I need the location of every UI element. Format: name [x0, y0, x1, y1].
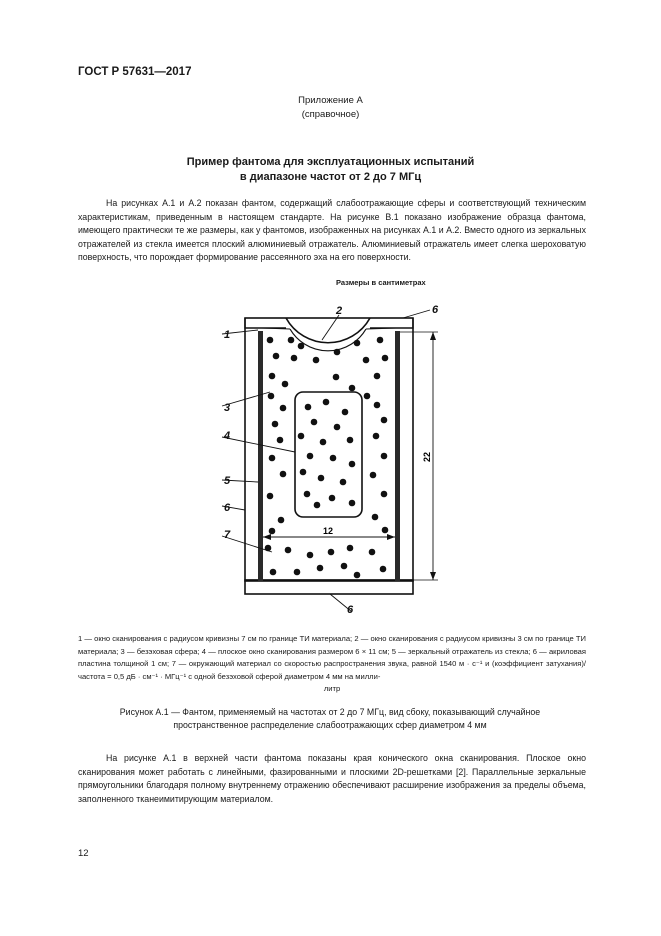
sphere — [272, 421, 279, 428]
sphere — [382, 527, 389, 534]
glass-reflector-right — [395, 331, 400, 581]
sphere — [317, 565, 324, 572]
sphere — [291, 355, 298, 362]
sphere — [277, 437, 284, 444]
legend-tail: литр — [323, 684, 341, 693]
caption-line1: Рисунок А.1 — Фантом, применяемый на частотах от 2 до 7 МГц, вид сбоку, показывающий случайное — [119, 707, 541, 717]
callout-6-side: 6 — [224, 502, 231, 514]
closing-paragraph — [78, 752, 586, 806]
callout-5: 5 — [224, 475, 231, 487]
sphere — [374, 373, 381, 380]
sphere — [298, 343, 305, 350]
callout-4: 4 — [224, 430, 231, 442]
sphere — [373, 433, 380, 440]
sphere — [340, 479, 347, 486]
sphere — [363, 357, 370, 364]
callout-6-bottom: 6 — [347, 604, 354, 616]
appendix-label: Приложение А — [298, 95, 363, 106]
legend-body: 1 — окно сканирования с радиусом кривизны 7 см по границе ТИ материала; 2 — окно сканирования с радиусом кривизны 3 см по границе ТИ материала; 3 — безэховая сфера; 4 — плоское окно сканирования размером 6 × 11 см; 5 — зеркальный отражатель из стекла; 6 — акриловая пластина толщиной 1 см; 7 — окружающий материал со скоростью распространения звука, равной 1540 м · с⁻¹ и (коэффициент затухания)/частота = 0,5 дБ · см⁻¹ · МГц⁻¹ с одной безэховой сферой диаметром 4 мм на милли- — [78, 634, 586, 681]
callout-7: 7 — [224, 529, 231, 541]
sphere — [300, 469, 307, 476]
sphere — [382, 355, 389, 362]
width-dimension-label: 12 — [323, 526, 334, 536]
sphere — [280, 471, 287, 478]
sphere — [341, 563, 348, 570]
callout-6-top: 6 — [432, 304, 439, 316]
sphere — [381, 417, 388, 424]
sphere — [374, 402, 381, 409]
sphere — [333, 374, 340, 381]
sphere — [280, 405, 287, 412]
sphere — [349, 500, 356, 507]
sphere — [288, 337, 295, 344]
sphere — [347, 545, 354, 552]
sphere — [265, 545, 272, 552]
intro-paragraph-text: На рисунках А.1 и А.2 показан фантом, содержащий слабоотражающие сферы и соответствующий техническим характеристикам, приведенным в настоящем стандарте. На рисунке В.1 показано изображение образца фантома, имеющего практически те же размеры, как у фантомов, изображенных на рисунках А.1 и А.2. Вместо одного из зеркальных отражателей из стекла имеется плоский алюминиевый отражатель. Алюминиевый отражатель имеет слегка шероховатую поверхность, что порождает формирование рассеянного эха на его поверхности. — [78, 198, 586, 262]
sphere — [323, 399, 330, 406]
sphere — [372, 514, 379, 521]
sphere — [334, 349, 341, 356]
sphere — [349, 385, 356, 392]
sphere — [328, 549, 335, 556]
sphere — [267, 493, 274, 500]
sphere — [369, 549, 376, 556]
sphere — [282, 381, 289, 388]
sphere — [278, 517, 285, 524]
sphere — [347, 437, 354, 444]
sphere — [305, 404, 312, 411]
sphere — [320, 439, 327, 446]
sphere — [307, 453, 314, 460]
callout-3: 3 — [224, 402, 231, 414]
figure-legend — [78, 633, 586, 696]
sphere — [273, 353, 280, 360]
figure-caption — [80, 706, 580, 732]
sphere — [330, 455, 337, 462]
sphere — [377, 337, 384, 344]
sphere — [269, 373, 276, 380]
sphere — [381, 453, 388, 460]
sphere — [307, 552, 314, 559]
sphere — [318, 475, 325, 482]
sphere — [342, 409, 349, 416]
sphere — [329, 495, 336, 502]
sphere — [370, 472, 377, 479]
sphere — [380, 566, 387, 573]
sphere — [364, 393, 371, 400]
section-title-line1: Пример фантома для эксплуатационных испытаний — [186, 156, 475, 168]
appendix-note: (справочное) — [301, 109, 360, 120]
sphere — [354, 572, 361, 579]
sphere — [270, 569, 277, 576]
sphere — [381, 491, 388, 498]
section-title-line2: в диапазоне частот от 2 до 7 МГц — [239, 171, 422, 183]
callout-2: 2 — [336, 305, 343, 317]
sphere — [311, 419, 318, 426]
sphere — [285, 547, 292, 554]
sphere — [269, 455, 276, 462]
sphere — [314, 502, 321, 509]
top-acrylic-plate — [245, 318, 413, 328]
glass-reflector-left — [258, 331, 263, 581]
dimensions-note: Размеры в сантиметрах — [336, 278, 426, 287]
sphere — [304, 491, 311, 498]
height-dimension-label: 22 — [422, 451, 432, 462]
sphere — [267, 337, 274, 344]
page-number: 12 — [78, 848, 89, 859]
sphere — [269, 528, 276, 535]
caption-line2: пространственное распределение слабоотражающих сфер диаметром 4 мм — [173, 720, 487, 730]
closing-paragraph-text: На рисунке А.1 в верхней части фантома показаны края конического окна сканирования. Плоское окно сканирования может работать с линейными, фазированными и плоскими 2D-решетками [2]. Параллельные зеркальные прямоугольники благодаря полному внутреннему отражению обеспечивают расширение изображения за пределы объема, заполненного тканеимитирующим материалом. — [78, 753, 586, 804]
sphere — [354, 340, 361, 347]
sphere — [313, 357, 320, 364]
document-header: ГОСТ Р 57631—2017 — [78, 66, 192, 78]
sphere — [268, 393, 275, 400]
callout-1: 1 — [224, 329, 231, 341]
anechoic-spheres — [265, 337, 389, 579]
flat-scan-window — [295, 392, 362, 517]
sphere — [349, 461, 356, 468]
sphere — [334, 424, 341, 431]
sphere — [294, 569, 301, 576]
sphere — [298, 433, 305, 440]
